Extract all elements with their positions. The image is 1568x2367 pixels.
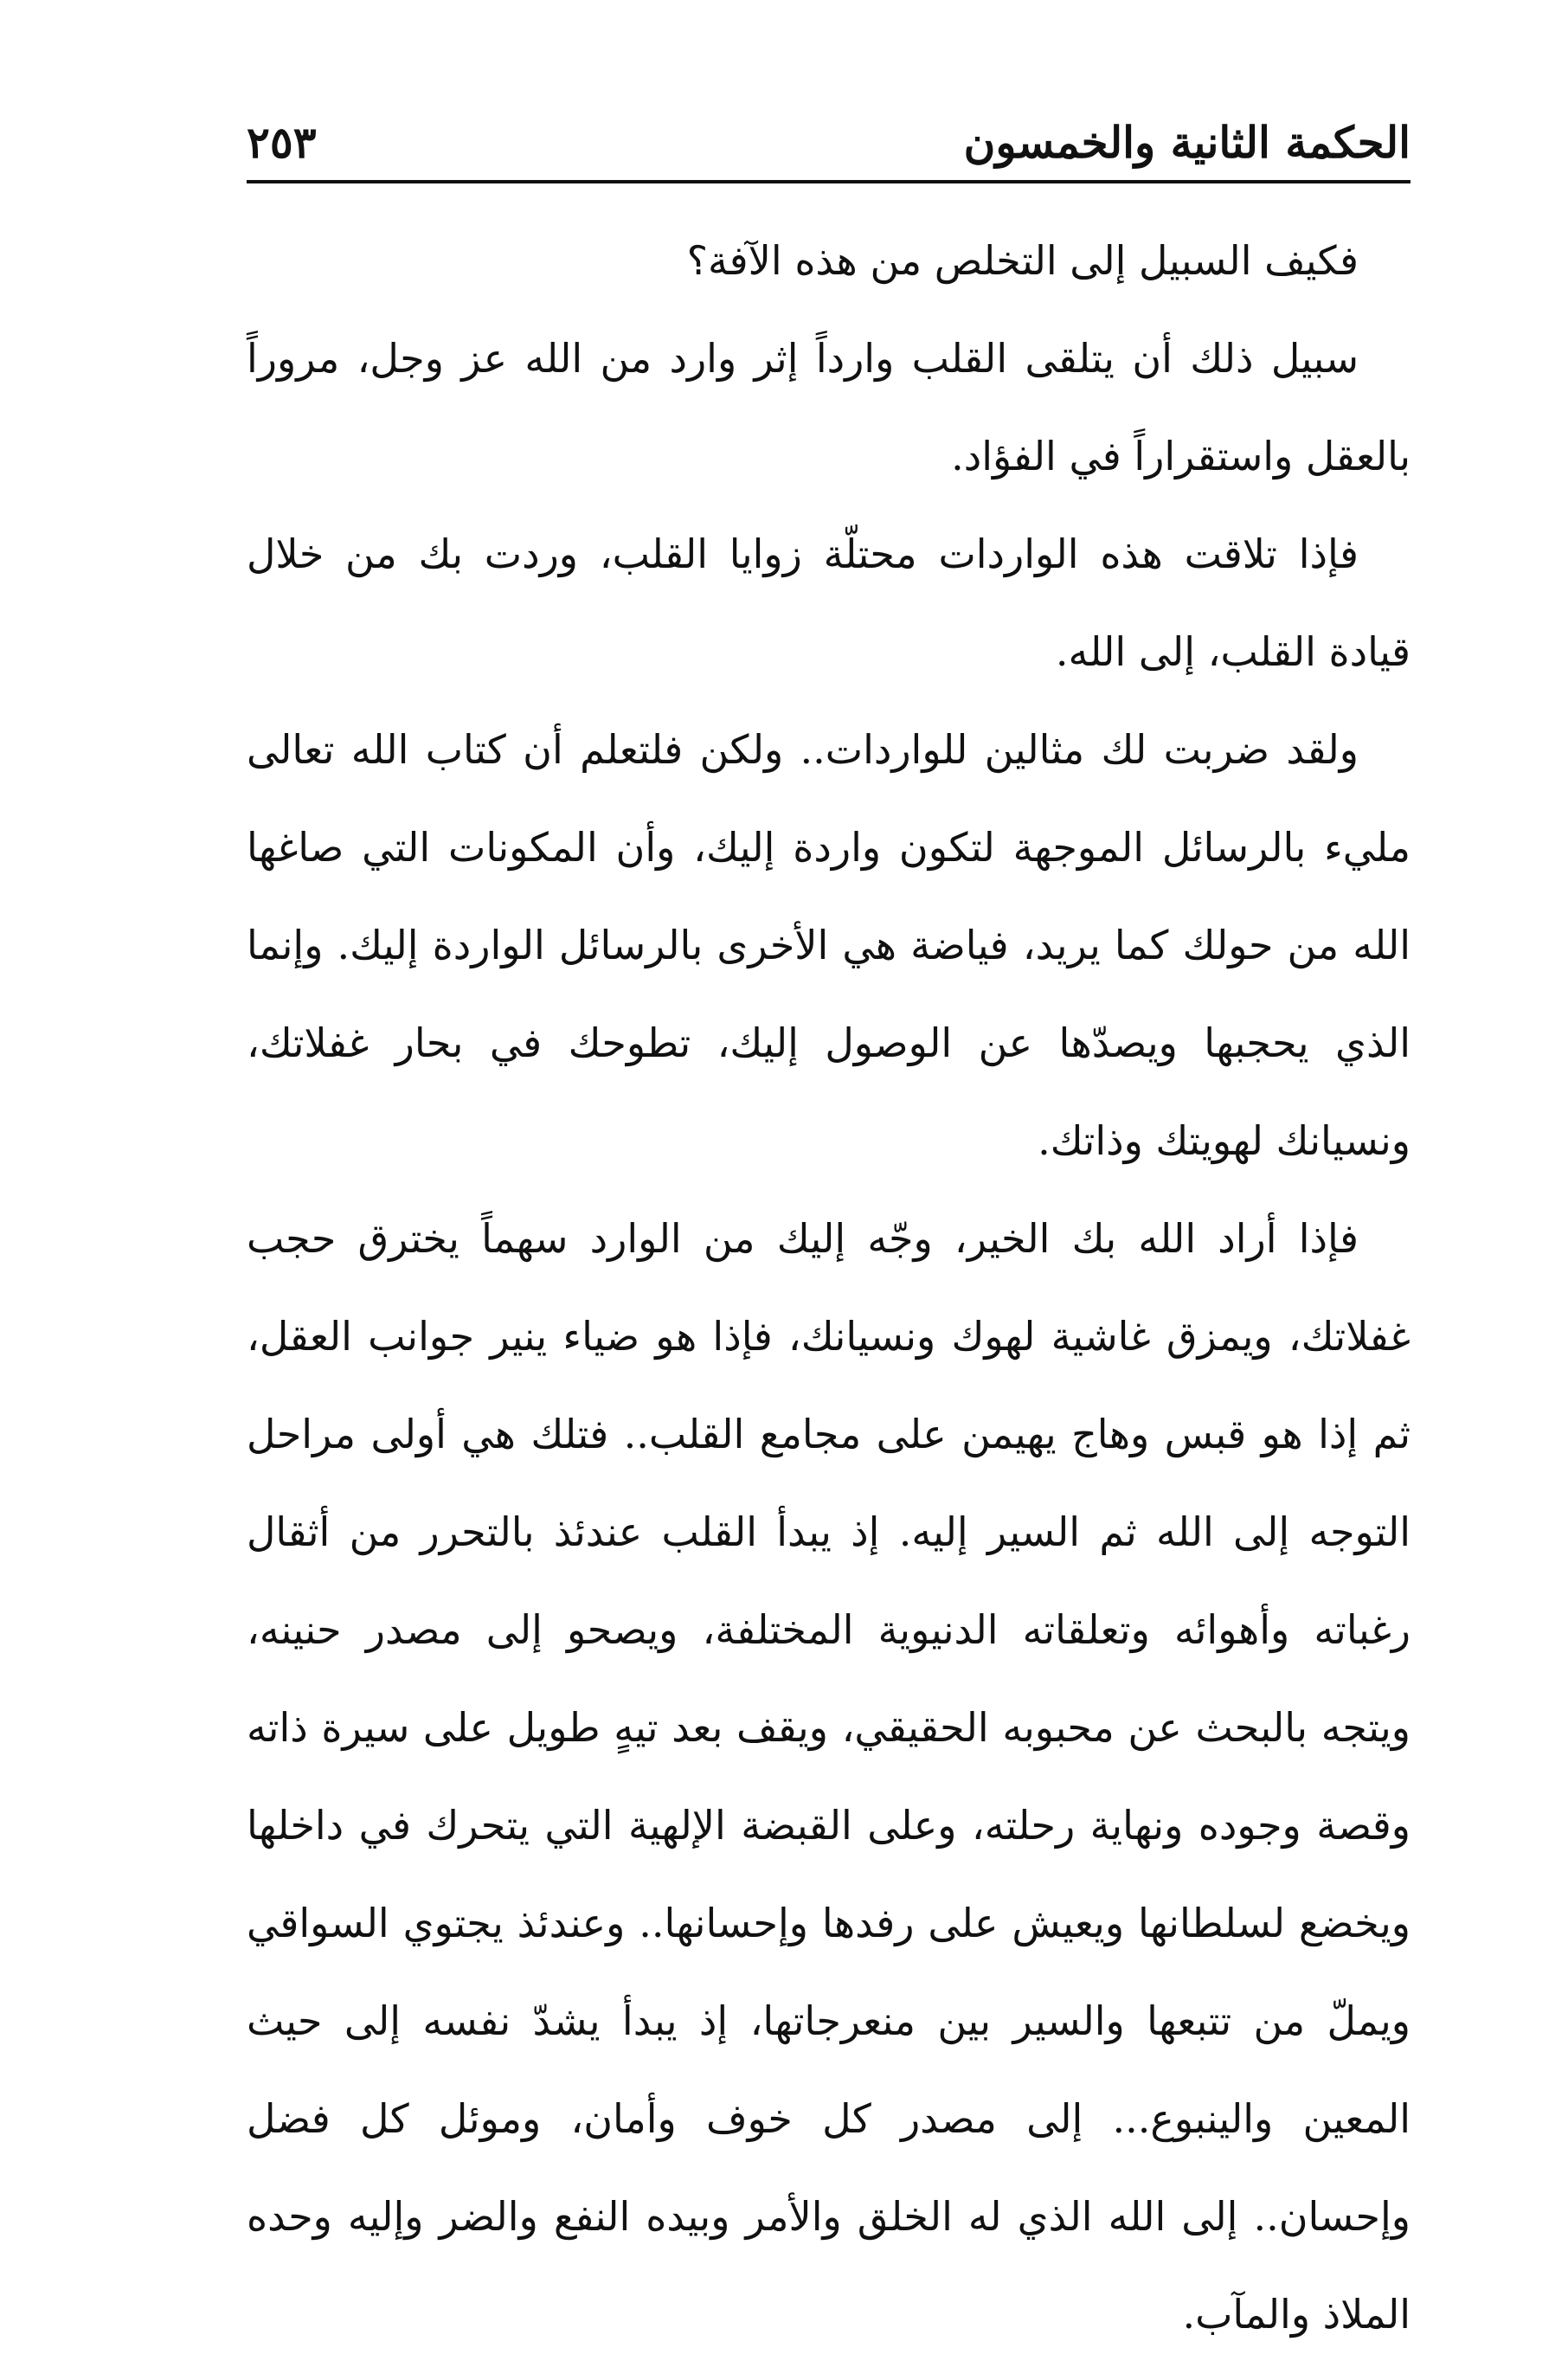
paragraph: فإذا أراد الله بك الخير، وجّه إليك من الوارد سهماً يخترق حجب غفلاتك، ويمزق غاشية لهوك ونسيانك، فإذا هو ضياء ينير جوانب العقل، ثم إذا هو قبس وهاج يهيمن على مجامع القلب.. فتلك هي أولى مراحل التوجه إلى الله ثم السير إليه. إذ يبدأ القلب عندئذ بالتحرر من أثقال رغباته وأهوائه وتعلقاته الدنيوية المختلفة، ويصحو إلى مصدر حنينه، ويتجه بالبحث عن محبوبه الحقيقي، ويقف بعد تيهٍ طويل على سيرة ذاته وقصة وجوده ونهاية رحلته، وعلى القبضة الإلهية التي يتحرك في داخلها ويخضع لسلطانها ويعيش على رفدها وإحسانها.. وعندئذ يجتوي السواقي ويملّ من تتبعها والسير بين منعرجاتها، إذ يبدأ يشدّ نفسه إلى حيث المعين والينبوع... إلى مصدر كل خوف وأمان، وموئل كل فضل وإحسان.. إلى الله الذي له الخلق والأمر وبيده النفع والضر وإليه وحده الملاذ والمآب. (247, 1215, 1411, 2338)
body-text (247, 212, 1411, 2364)
paragraph: فإذا تلاقت هذه الواردات محتلّة زوايا القلب، وردت بك من خلال قيادة القلب، إلى الله. (247, 531, 1411, 675)
running-title: الحكمة الثانية والخمسون (963, 117, 1411, 168)
paragraph: سبيل ذلك أن يتلقى القلب وارداً إثر وارد من الله عز وجل، مروراً بالعقل واستقراراً في الفؤاد. (247, 335, 1411, 479)
paragraph: فكيف السبيل إلى التخلص من هذه الآفة؟ (686, 237, 1359, 284)
page-header (247, 113, 1411, 182)
page-number: ٢٥٣ (247, 117, 317, 168)
paragraph: ولقد ضربت لك مثالين للواردات.. ولكن فلتعلم أن كتاب الله تعالى مليء بالرسائل الموجهة لتكون واردة إليك، وأن المكونات التي صاغها الله من حولك كما يريد، فياضة هي الأخرى بالرسائل الواردة إليك. وإنما الذي يحجبها ويصدّها عن الوصول إليك، تطوحك في بحار غفلاتك، ونسيانك لهويتك وذاتك. (247, 726, 1411, 1164)
header-rule (247, 180, 1411, 183)
